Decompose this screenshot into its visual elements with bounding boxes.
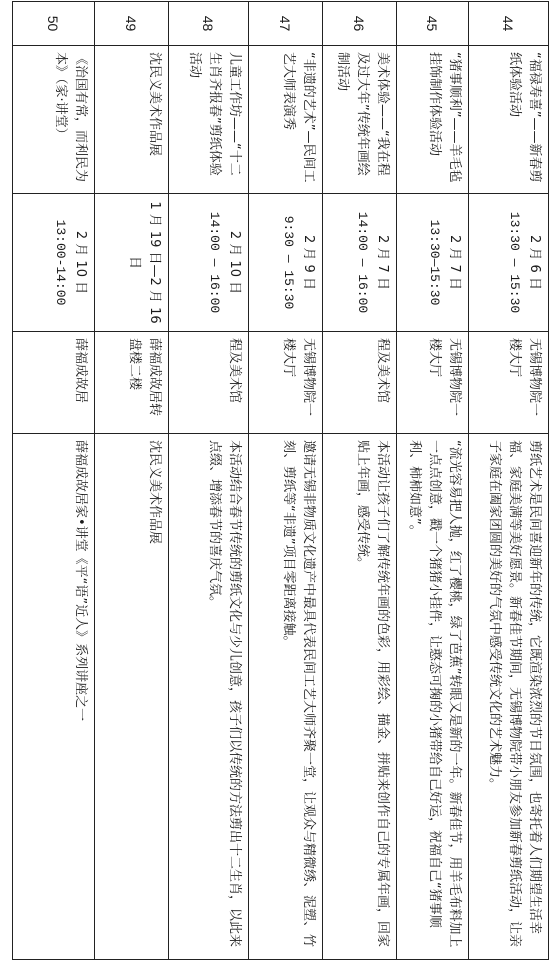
event-hours: 13:30 — 15:30 [507, 211, 522, 314]
event-time [323, 194, 397, 332]
event-date: 2 月 10 日 [73, 230, 88, 295]
event-title: 儿童工作坊——“十二生肖齐报春”剪纸体验活动 [169, 46, 249, 194]
event-time [95, 194, 169, 332]
event-date: 2 月 9 日 [301, 235, 316, 290]
table-row [95, 2, 169, 960]
event-description: 本活动结合春节传统的剪纸文化与少儿创意，孩子们以传统的方法剪出十二生肖，以此来点缀、增添春节的喜庆气氛。 [169, 434, 249, 960]
event-venue: 程及美术馆 [323, 332, 397, 434]
event-venue: 薛福成故居转盘楼二楼 [95, 332, 169, 434]
event-hours: 14:00 — 16:00 [355, 211, 370, 314]
event-title: 《治国有常，而利民为本》（家·讲堂） [13, 46, 95, 194]
event-time [169, 194, 249, 332]
event-description: 本活动让孩子们了解传统年画的色彩，用彩绘、描金、拼贴来创作自己的专属年画，回家贴上年画，感受传统。 [323, 434, 397, 960]
row-number: 46 [323, 2, 397, 46]
row-number: 48 [169, 2, 249, 46]
event-date: 2 月 7 日 [375, 235, 390, 290]
event-time [13, 194, 95, 332]
table-row [249, 2, 323, 960]
event-venue: 无锡博物院一楼大厅 [397, 332, 469, 434]
table-row [169, 2, 249, 960]
event-venue: 无锡博物院一楼大厅 [249, 332, 323, 434]
event-venue: 无锡博物院一楼大厅 [469, 332, 549, 434]
event-title: “福禄寿喜”——新春剪纸体验活动 [469, 46, 549, 194]
event-date: 2 月 10 日 [227, 230, 242, 295]
event-hours: 9:30 — 15:30 [281, 215, 296, 310]
row-number: 49 [95, 2, 169, 46]
row-number: 44 [469, 2, 549, 46]
event-venue: 薛福成故居 [13, 332, 95, 434]
event-date: 2 月 7 日 [447, 235, 462, 290]
event-hours: 14:00 — 16:00 [207, 211, 222, 314]
events-table [12, 1, 549, 960]
event-title: “猪事顺利”——羊毛毡挂饰制作体验活动 [397, 46, 469, 194]
row-number: 45 [397, 2, 469, 46]
event-date: 1 月 19 日—2 月 16 日 [127, 201, 162, 324]
event-description: 剪纸艺术是民间喜迎新年的传统，它既渲染浓烈的节日氛围，也寄托着人们期望生活幸福、家庭美满等美好愿景。新春佳节期间，无锡博物院带小朋友参加新春剪纸活动，让亲子家庭在阖家团圆的美好的气氛中感受传统文化的艺术魅力。 [469, 434, 549, 960]
event-description: 沈民义美术作品展 [95, 434, 169, 960]
table-row [397, 2, 469, 960]
event-time [249, 194, 323, 332]
event-title: 沈民义美术作品展 [95, 46, 169, 194]
event-date: 2 月 6 日 [527, 235, 542, 290]
table-row [13, 2, 95, 960]
event-description: 薛福成故居家•讲堂《平“语”近人》系列讲座之一 [13, 434, 95, 960]
event-time [397, 194, 469, 332]
event-hours: 13:00-14:00 [53, 219, 68, 306]
row-number: 50 [13, 2, 95, 46]
event-title: 美术体验——“我在程及过大年”传统年画绘制活动 [323, 46, 397, 194]
event-hours: 13:30—15:30 [427, 219, 442, 306]
event-description: 邀请无锡非物质文化遗产中最具代表民间工艺大师齐聚一堂，让观众与精微绣、泥塑、竹刻、剪纸等“非遗”项目零距离接触。 [249, 434, 323, 960]
table-row [323, 2, 397, 960]
event-time [469, 194, 549, 332]
row-number: 47 [249, 2, 323, 46]
event-title: “非遗的艺术”—民间工艺大师表演秀 [249, 46, 323, 194]
event-venue: 程及美术馆 [169, 332, 249, 434]
table-row [469, 2, 549, 960]
event-description: “流光容易把人抛，红了樱桃，绿了芭蕉”转眼又是新的一年。新春佳节，用羊毛布料加上一点点创意，戳一个猪猪小挂件，让憨态可掬的小猪带给自己好运，祝福自己“猪事顺利、柿柿如意”。 [397, 434, 469, 960]
